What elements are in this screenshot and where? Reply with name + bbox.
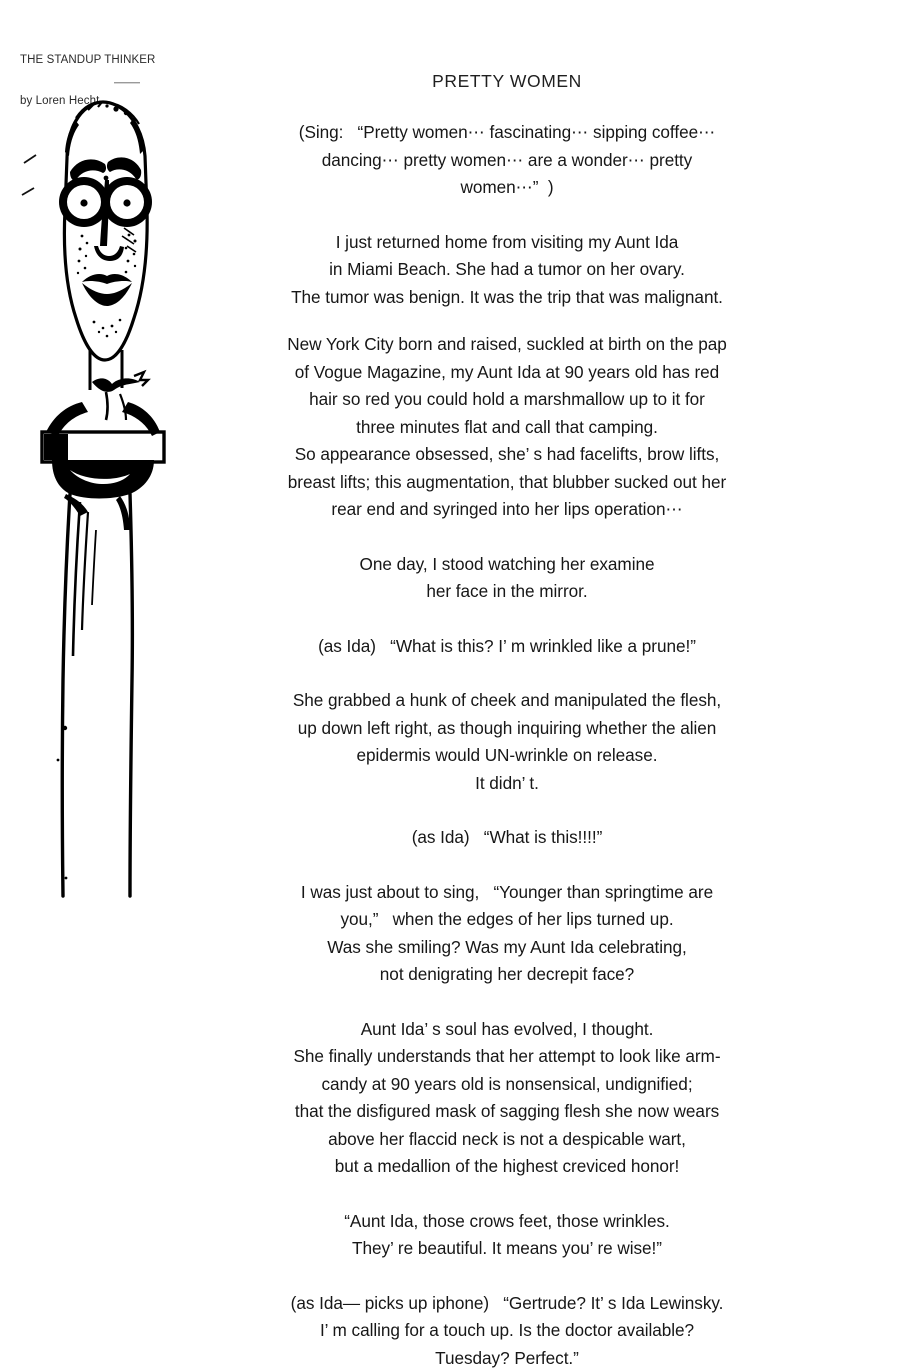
stanza-line: (Sing: “Pretty women⋯ fascinating⋯ sipping coffee⋯ bbox=[214, 119, 800, 147]
stanza-line: her face in the mirror. bbox=[214, 578, 800, 606]
stanza-aunt-ida-intro bbox=[214, 229, 800, 312]
stanza-line: up down left right, as though inquiring whether the alien bbox=[214, 715, 800, 743]
stanza-line: I just returned home from visiting my Aunt Ida bbox=[214, 229, 800, 257]
stanza-aunt-ida-description bbox=[214, 331, 800, 524]
chin-stipple bbox=[93, 319, 122, 338]
spacer bbox=[214, 606, 800, 633]
right-eye-pupil bbox=[123, 199, 130, 206]
stanza-line: One day, I stood watching her examine bbox=[214, 551, 800, 579]
right-hip-shade bbox=[116, 496, 130, 530]
stanza-sing-cue bbox=[214, 119, 800, 202]
spacer bbox=[214, 1263, 800, 1290]
hair-dot-4 bbox=[105, 104, 108, 107]
bowtie-tail bbox=[134, 372, 148, 386]
stanza-line: (as Ida) “What is this? I’ m wrinkled like a prune!” bbox=[214, 633, 800, 661]
stanza-line: that the disfigured mask of sagging flesh she now wears bbox=[214, 1098, 800, 1126]
stanza-line: New York City born and raised, suckled at birth on the pap bbox=[214, 331, 800, 359]
stanza-line: I’ m calling for a touch up. Is the doctor available? bbox=[214, 1317, 800, 1345]
stanza-cheek-grab bbox=[214, 687, 800, 797]
stray-tick-lower bbox=[22, 188, 34, 195]
stanza-line: you,” when the edges of her lips turned up. bbox=[214, 906, 800, 934]
figure-drawing bbox=[8, 60, 198, 910]
spacer bbox=[214, 660, 800, 687]
left-cheek-stipple bbox=[77, 235, 88, 275]
stanza-ida-line-prune bbox=[214, 633, 800, 661]
stanza-line: epidermis would UN-wrinkle on release. bbox=[214, 742, 800, 770]
stanza-line: (as Ida— picks up iphone) “Gertrude? It’ s Ida Lewinsky. bbox=[214, 1290, 800, 1318]
stanza-line: of Vogue Magazine, my Aunt Ida at 90 years old has red bbox=[214, 359, 800, 387]
stanza-line: Tuesday? Perfect.” bbox=[214, 1345, 800, 1372]
spacer bbox=[214, 92, 800, 119]
stanza-line: I was just about to sing, “Younger than springtime are bbox=[214, 879, 800, 907]
stanza-line: not denigrating her decrepit face? bbox=[214, 961, 800, 989]
spacer bbox=[214, 852, 800, 879]
upper-lip bbox=[82, 274, 132, 284]
stray-tick-upper bbox=[24, 155, 36, 163]
stanza-line: in Miami Beach. She had a tumor on her ovary. bbox=[214, 256, 800, 284]
script-column bbox=[214, 60, 800, 1372]
stanza-line: She grabbed a hunk of cheek and manipulated the flesh, bbox=[214, 687, 800, 715]
stanza-line: candy at 90 years old is nonsensical, undignified; bbox=[214, 1071, 800, 1099]
standup-thinker-illustration bbox=[8, 60, 198, 910]
left-leg-crease-1 bbox=[73, 502, 80, 656]
spacer bbox=[214, 524, 800, 551]
stanza-line: “Aunt Ida, those crows feet, those wrinkles. bbox=[214, 1208, 800, 1236]
stanza-mirror-scene bbox=[214, 551, 800, 606]
stanza-line: The tumor was benign. It was the trip that was malignant. bbox=[214, 284, 800, 312]
shoulder-bar-left-block bbox=[44, 434, 68, 460]
left-leg-crease-2 bbox=[82, 512, 88, 630]
tie-drop bbox=[106, 392, 108, 420]
stanza-younger-than-springtime bbox=[214, 879, 800, 989]
stanza-line: Aunt Ida’ s soul has evolved, I thought. bbox=[214, 1016, 800, 1044]
stanza-line: above her flaccid neck is not a despicable wart, bbox=[214, 1126, 800, 1154]
spacer bbox=[214, 311, 800, 331]
spacer bbox=[214, 202, 800, 229]
series-title: THE STANDUP THINKER bbox=[20, 54, 155, 68]
stanza-line: rear end and syringed into her lips operation⋯ bbox=[214, 496, 800, 524]
right-leg-outline bbox=[130, 494, 132, 896]
stanza-ida-iphone-call bbox=[214, 1290, 800, 1372]
stanza-line: three minutes flat and call that camping. bbox=[214, 414, 800, 442]
right-eyebrow bbox=[107, 157, 141, 179]
hair-dot-2 bbox=[124, 111, 128, 115]
spacer bbox=[214, 797, 800, 824]
stanza-line: women⋯” ) bbox=[214, 174, 800, 202]
brow-center-dot bbox=[104, 176, 109, 181]
byline: by Loren Hecht bbox=[20, 95, 155, 109]
left-leg-outline bbox=[62, 494, 70, 896]
stanza-line: dancing⋯ pretty women⋯ are a wonder⋯ pretty bbox=[214, 147, 800, 175]
page-title: PRETTY WOMEN bbox=[214, 70, 800, 92]
lower-lip bbox=[82, 283, 132, 306]
stanza-line: (as Ida) “What is this!!!!” bbox=[214, 824, 800, 852]
stanza-line: but a medallion of the highest creviced honor! bbox=[214, 1153, 800, 1181]
stanza-line: They’ re beautiful. It means you’ re wise!” bbox=[214, 1235, 800, 1263]
stanza-crows-feet-compliment bbox=[214, 1208, 800, 1263]
left-eye-pupil bbox=[80, 199, 87, 206]
stanza-line: breast lifts; this augmentation, that blubber sucked out her bbox=[214, 469, 800, 497]
stanza-line: She finally understands that her attempt to look like arm- bbox=[214, 1043, 800, 1071]
spacer bbox=[214, 989, 800, 1016]
stanza-soul-evolved bbox=[214, 1016, 800, 1181]
bowtie bbox=[92, 378, 140, 392]
stanza-line: So appearance obsessed, she’ s had facelifts, brow lifts, bbox=[214, 441, 800, 469]
hair-dot-1 bbox=[113, 106, 118, 111]
nose-base bbox=[94, 246, 124, 261]
stray-mark-top bbox=[114, 82, 140, 83]
stanza-ida-line-what-is-this bbox=[214, 824, 800, 852]
stanza-line: Was she smiling? Was my Aunt Ida celebrating, bbox=[214, 934, 800, 962]
spacer bbox=[214, 1181, 800, 1208]
stanza-line: hair so red you could hold a marshmallow up to it for bbox=[214, 386, 800, 414]
stanza-line: It didn’ t. bbox=[214, 770, 800, 798]
left-leg-crease-3 bbox=[92, 530, 96, 605]
